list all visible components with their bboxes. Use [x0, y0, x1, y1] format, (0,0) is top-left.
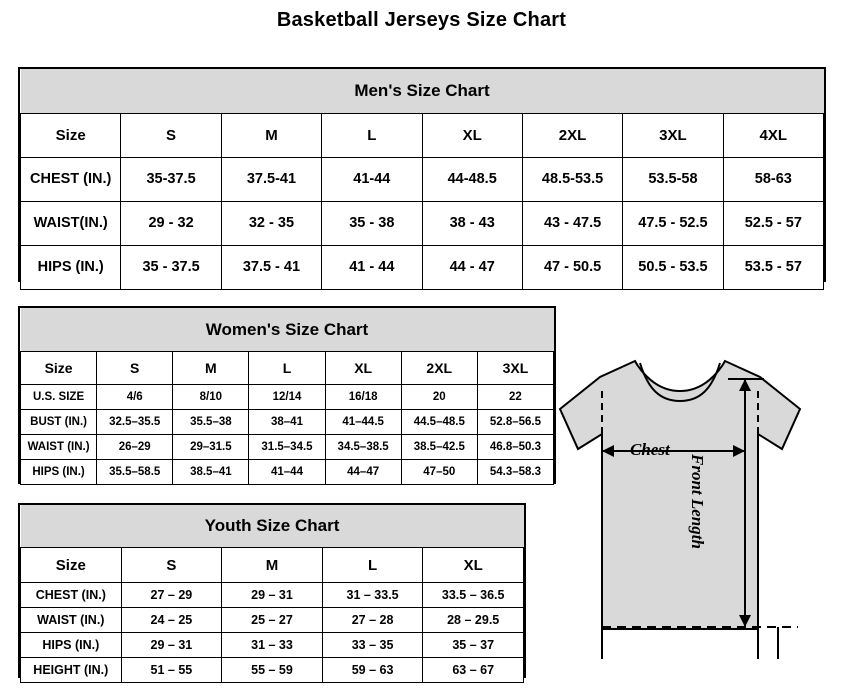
mens-size-chart — [18, 67, 826, 282]
column-header-s: S — [97, 352, 173, 385]
row-label-waist: WAIST (IN.) — [21, 608, 122, 633]
column-header-xl: XL — [423, 548, 524, 583]
cell-hips-l: 41 - 44 — [322, 245, 422, 289]
cell-hips-m: 38.5–41 — [173, 460, 249, 485]
table-row — [21, 633, 524, 658]
cell-hips-xl: 44 - 47 — [422, 245, 522, 289]
column-header-3xl: 3XL — [477, 352, 553, 385]
youth-size-chart — [18, 503, 526, 678]
cell-chest-l: 31 – 33.5 — [322, 583, 423, 608]
row-label-us-size: U.S. SIZE — [21, 385, 97, 410]
cell-hips-l: 33 – 35 — [322, 633, 423, 658]
column-header-size: Size — [21, 352, 97, 385]
table-header-row — [21, 548, 524, 583]
row-label-waist: WAIST (IN.) — [21, 435, 97, 460]
column-header-2xl: 2XL — [401, 352, 477, 385]
table-row — [21, 157, 824, 201]
cell-hips-m: 31 – 33 — [222, 633, 323, 658]
cell-ussize-l: 12/14 — [249, 385, 325, 410]
cell-waist-xl: 34.5–38.5 — [325, 435, 401, 460]
womens-chart-caption: Women's Size Chart — [21, 308, 554, 352]
cell-ussize-s: 4/6 — [97, 385, 173, 410]
column-header-l: L — [322, 113, 422, 157]
column-header-s: S — [121, 548, 222, 583]
table-row — [21, 245, 824, 289]
row-label-hips: HIPS (IN.) — [21, 460, 97, 485]
cell-ussize-3xl: 22 — [477, 385, 553, 410]
cell-waist-s: 26–29 — [97, 435, 173, 460]
column-header-3xl: 3XL — [623, 113, 723, 157]
cell-waist-m: 32 - 35 — [221, 201, 321, 245]
table-caption-row — [21, 505, 524, 548]
cell-hips-m: 37.5 - 41 — [221, 245, 321, 289]
cell-bust-s: 32.5–35.5 — [97, 410, 173, 435]
cell-chest-m: 29 – 31 — [222, 583, 323, 608]
cell-ussize-xl: 16/18 — [325, 385, 401, 410]
cell-chest-xl: 33.5 – 36.5 — [423, 583, 524, 608]
cell-hips-3xl: 54.3–58.3 — [477, 460, 553, 485]
cell-hips-l: 41–44 — [249, 460, 325, 485]
cell-ussize-m: 8/10 — [173, 385, 249, 410]
column-header-m: M — [173, 352, 249, 385]
column-header-s: S — [121, 113, 221, 157]
cell-waist-l: 27 – 28 — [322, 608, 423, 633]
table-row — [21, 608, 524, 633]
table-caption-row — [21, 308, 554, 352]
front-length-measurement-label: Front Length — [688, 454, 707, 549]
cell-chest-m: 37.5-41 — [221, 157, 321, 201]
womens-size-table — [20, 308, 554, 485]
column-header-m: M — [221, 113, 321, 157]
youth-chart-caption: Youth Size Chart — [21, 505, 524, 548]
row-label-waist: WAIST(IN.) — [21, 201, 121, 245]
row-label-chest: CHEST (IN.) — [21, 583, 122, 608]
cell-hips-s: 29 – 31 — [121, 633, 222, 658]
column-header-xl: XL — [325, 352, 401, 385]
cell-waist-m: 25 – 27 — [222, 608, 323, 633]
column-header-size: Size — [21, 113, 121, 157]
cell-hips-3xl: 50.5 - 53.5 — [623, 245, 723, 289]
table-header-row — [21, 113, 824, 157]
cell-chest-4xl: 58-63 — [723, 157, 823, 201]
column-header-size: Size — [21, 548, 122, 583]
cell-chest-s: 27 – 29 — [121, 583, 222, 608]
table-row — [21, 385, 554, 410]
mens-chart-caption: Men's Size Chart — [21, 69, 824, 113]
table-header-row — [21, 352, 554, 385]
cell-bust-3xl: 52.8–56.5 — [477, 410, 553, 435]
mens-size-table — [20, 69, 824, 290]
column-header-xl: XL — [422, 113, 522, 157]
column-header-l: L — [249, 352, 325, 385]
cell-waist-4xl: 52.5 - 57 — [723, 201, 823, 245]
cell-waist-2xl: 43 - 47.5 — [522, 201, 622, 245]
cell-waist-m: 29–31.5 — [173, 435, 249, 460]
row-label-chest: CHEST (IN.) — [21, 157, 121, 201]
cell-bust-l: 38–41 — [249, 410, 325, 435]
cell-hips-s: 35.5–58.5 — [97, 460, 173, 485]
cell-bust-2xl: 44.5–48.5 — [401, 410, 477, 435]
cell-height-xl: 63 – 67 — [423, 658, 524, 683]
cell-hips-2xl: 47 - 50.5 — [522, 245, 622, 289]
cell-waist-l: 35 - 38 — [322, 201, 422, 245]
page-title: Basketball Jerseys Size Chart — [276, 9, 567, 31]
cell-waist-3xl: 46.8–50.3 — [477, 435, 553, 460]
table-row — [21, 201, 824, 245]
table-row — [21, 583, 524, 608]
cell-bust-m: 35.5–38 — [173, 410, 249, 435]
cell-bust-xl: 41–44.5 — [325, 410, 401, 435]
cell-waist-s: 29 - 32 — [121, 201, 221, 245]
cell-chest-xl: 44-48.5 — [422, 157, 522, 201]
cell-hips-2xl: 47–50 — [401, 460, 477, 485]
row-label-height: HEIGHT (IN.) — [21, 658, 122, 683]
column-header-4xl: 4XL — [723, 113, 823, 157]
table-caption-row — [21, 69, 824, 113]
row-label-bust: BUST (IN.) — [21, 410, 97, 435]
column-header-m: M — [222, 548, 323, 583]
cell-hips-s: 35 - 37.5 — [121, 245, 221, 289]
chest-measurement-label: Chest — [630, 440, 670, 459]
table-row — [21, 435, 554, 460]
cell-waist-2xl: 38.5–42.5 — [401, 435, 477, 460]
cell-chest-s: 35-37.5 — [121, 157, 221, 201]
cell-chest-2xl: 48.5-53.5 — [522, 157, 622, 201]
column-header-2xl: 2XL — [522, 113, 622, 157]
table-row — [21, 410, 554, 435]
cell-chest-3xl: 53.5-58 — [623, 157, 723, 201]
cell-hips-4xl: 53.5 - 57 — [723, 245, 823, 289]
table-row — [21, 460, 554, 485]
cell-height-s: 51 – 55 — [121, 658, 222, 683]
column-header-l: L — [322, 548, 423, 583]
cell-hips-xl: 44–47 — [325, 460, 401, 485]
cell-height-l: 59 – 63 — [322, 658, 423, 683]
cell-waist-xl: 38 - 43 — [422, 201, 522, 245]
youth-size-table — [20, 505, 524, 683]
cell-waist-s: 24 – 25 — [121, 608, 222, 633]
cell-waist-xl: 28 – 29.5 — [423, 608, 524, 633]
cell-ussize-2xl: 20 — [401, 385, 477, 410]
cell-waist-3xl: 47.5 - 52.5 — [623, 201, 723, 245]
cell-waist-l: 31.5–34.5 — [249, 435, 325, 460]
cell-chest-l: 41-44 — [322, 157, 422, 201]
row-label-hips: HIPS (IN.) — [21, 633, 122, 658]
womens-size-chart — [18, 306, 556, 484]
row-label-hips: HIPS (IN.) — [21, 245, 121, 289]
cell-height-m: 55 – 59 — [222, 658, 323, 683]
cell-hips-xl: 35 – 37 — [423, 633, 524, 658]
